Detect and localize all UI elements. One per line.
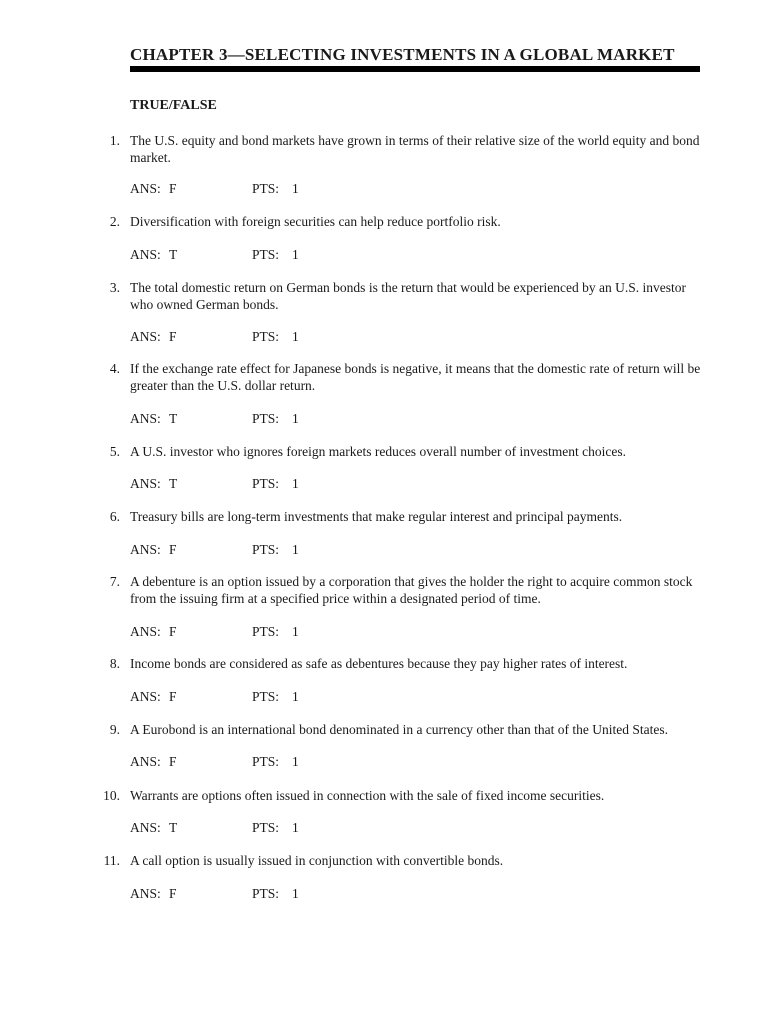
question-text: Diversification with foreign securities can help reduce portfolio risk. — [130, 214, 501, 229]
question-text: Income bonds are considered as safe as debentures because they pay higher rates of interest. — [130, 656, 628, 671]
pts-label: PTS: — [252, 886, 280, 901]
ans-label: ANS: — [130, 329, 161, 344]
ans-label: ANS: — [130, 542, 161, 557]
question-number: 1. — [109, 133, 120, 148]
question-text: Warrants are options often issued in connection with the sale of fixed income securities. — [130, 788, 605, 803]
ans-value: F — [169, 754, 177, 769]
title-rule — [130, 66, 700, 72]
pts-value: 1 — [292, 411, 299, 426]
ans-value: T — [169, 247, 178, 262]
ans-label: ANS: — [130, 247, 161, 262]
ans-label: ANS: — [130, 476, 161, 491]
ans-value: F — [169, 181, 177, 196]
pts-value: 1 — [292, 329, 299, 344]
question-number: 2. — [109, 214, 120, 229]
ans-value: F — [169, 886, 177, 901]
question-number: 7. — [109, 574, 120, 589]
ans-value: T — [169, 411, 178, 426]
question-number: 10. — [103, 788, 120, 803]
question-text: A debenture is an option issued by a corporation that gives the holder the right to acquire common stock from the issuing firm at a specified price within a designated period of time. — [130, 574, 693, 606]
pts-value: 1 — [292, 820, 299, 835]
question-number: 6. — [109, 509, 120, 524]
pts-label: PTS: — [252, 181, 280, 196]
pts-label: PTS: — [252, 411, 280, 426]
question-number: 9. — [109, 722, 120, 737]
question-text: A Eurobond is an international bond denominated in a currency other than that of the United States. — [130, 722, 668, 737]
ans-value: F — [169, 689, 177, 704]
ans-label: ANS: — [130, 624, 161, 639]
pts-label: PTS: — [252, 820, 280, 835]
pts-label: PTS: — [252, 247, 280, 262]
question-number: 5. — [109, 444, 120, 459]
ans-value: T — [169, 820, 178, 835]
pts-label: PTS: — [252, 624, 280, 639]
question-number: 11. — [103, 853, 120, 868]
pts-value: 1 — [292, 624, 299, 639]
pts-label: PTS: — [252, 689, 280, 704]
question-text: Treasury bills are long-term investments that make regular interest and principal payments. — [130, 509, 623, 524]
pts-label: PTS: — [252, 542, 280, 557]
ans-label: ANS: — [130, 820, 161, 835]
pts-value: 1 — [292, 181, 299, 196]
question-text: A U.S. investor who ignores foreign markets reduces overall number of investment choices. — [130, 444, 626, 459]
pts-value: 1 — [292, 476, 299, 491]
ans-value: F — [169, 329, 177, 344]
ans-label: ANS: — [130, 689, 161, 704]
section-heading: TRUE/FALSE — [130, 98, 217, 113]
pts-value: 1 — [292, 247, 299, 262]
pts-label: PTS: — [252, 476, 280, 491]
ans-label: ANS: — [130, 411, 161, 426]
question-number: 3. — [109, 280, 120, 295]
pts-label: PTS: — [252, 754, 280, 769]
question-number: 8. — [109, 656, 120, 671]
ans-value: T — [169, 476, 178, 491]
question-text: A call option is usually issued in conjunction with convertible bonds. — [130, 853, 504, 868]
pts-value: 1 — [292, 689, 299, 704]
chapter-title: CHAPTER 3—SELECTING INVESTMENTS IN A GLOBAL MARKET — [130, 45, 675, 64]
ans-value: F — [169, 542, 177, 557]
pts-value: 1 — [292, 542, 299, 557]
ans-label: ANS: — [130, 754, 161, 769]
pts-value: 1 — [292, 754, 299, 769]
ans-label: ANS: — [130, 886, 161, 901]
question-text: The total domestic return on German bonds is the return that would be experienced by an U.S. investor who owned German bonds. — [130, 280, 686, 312]
ans-label: ANS: — [130, 181, 161, 196]
question-number: 4. — [109, 361, 120, 376]
question-text: The U.S. equity and bond markets have grown in terms of their relative size of the world equity and bond market. — [130, 133, 700, 165]
pts-value: 1 — [292, 886, 299, 901]
question-text: If the exchange rate effect for Japanese bonds is negative, it means that the domestic rate of return will be greater than the U.S. dollar return. — [130, 361, 701, 393]
ans-value: F — [169, 624, 177, 639]
pts-label: PTS: — [252, 329, 280, 344]
